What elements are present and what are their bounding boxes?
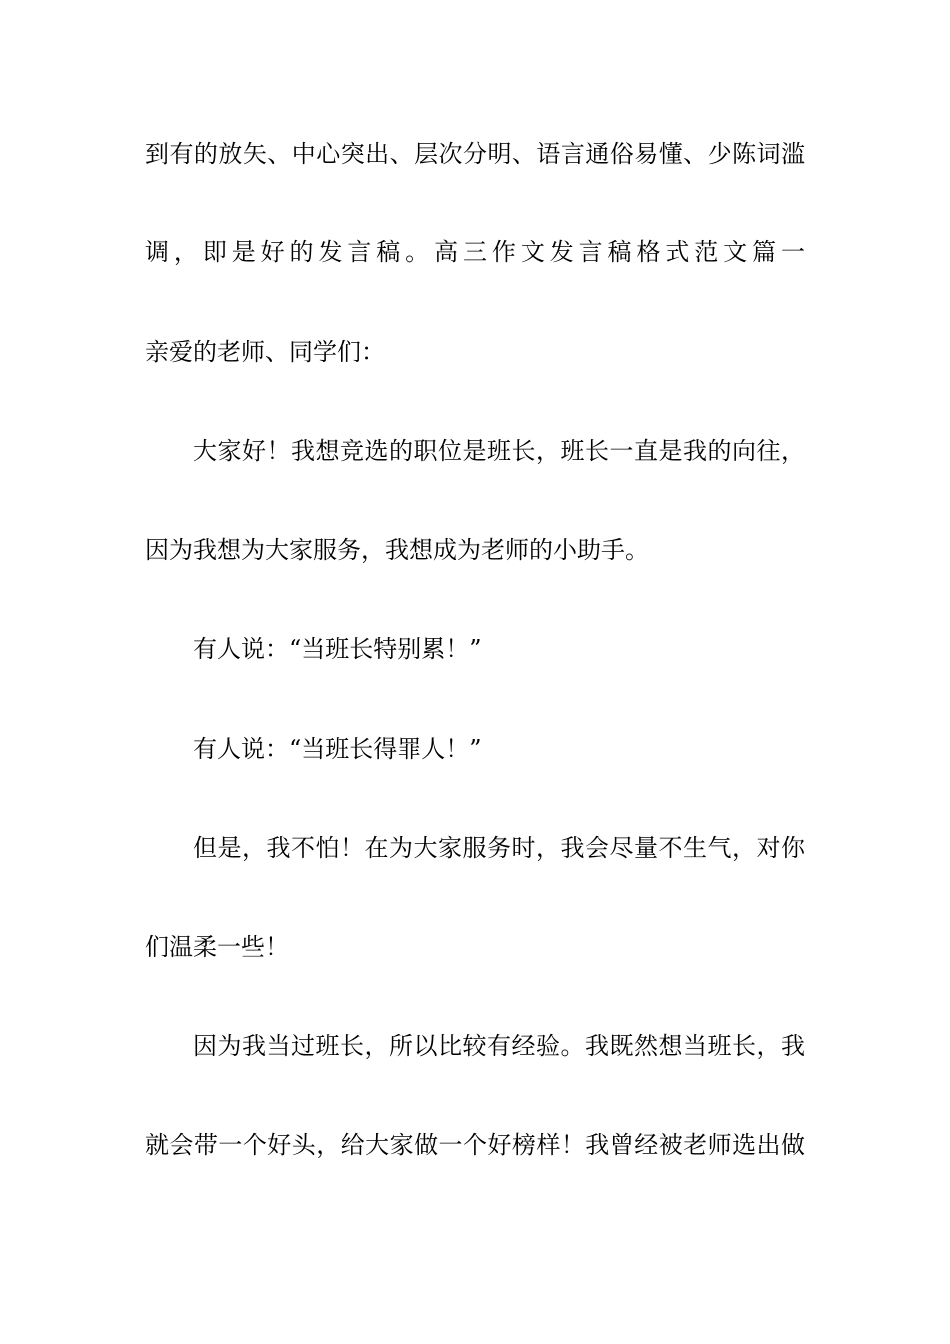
quote-line: 有人说：“当班长得罪人！” bbox=[193, 735, 482, 763]
salutation: 亲爱的老师、同学们： bbox=[145, 338, 385, 366]
paragraph-line: 们温柔一些！ bbox=[145, 933, 289, 961]
text-line: 到有的放矢、中心突出、层次分明、语言通俗易懂、少陈词滥 bbox=[145, 140, 805, 168]
text-line: 调，即是好的发言稿。高三作文发言稿格式范文篇一 bbox=[145, 238, 805, 266]
paragraph-line: 大家好！我想竞选的职位是班长，班长一直是我的向往， bbox=[193, 437, 805, 465]
paragraph-line: 但是，我不怕！在为大家服务时，我会尽量不生气，对你 bbox=[193, 834, 805, 862]
paragraph-line: 因为我当过班长，所以比较有经验。我既然想当班长，我 bbox=[193, 1032, 805, 1060]
paragraph-line: 就会带一个好头，给大家做一个好榜样！我曾经被老师选出做 bbox=[145, 1131, 805, 1159]
paragraph-line: 因为我想为大家服务，我想成为老师的小助手。 bbox=[145, 536, 649, 564]
quote-line: 有人说：“当班长特别累！” bbox=[193, 635, 482, 663]
